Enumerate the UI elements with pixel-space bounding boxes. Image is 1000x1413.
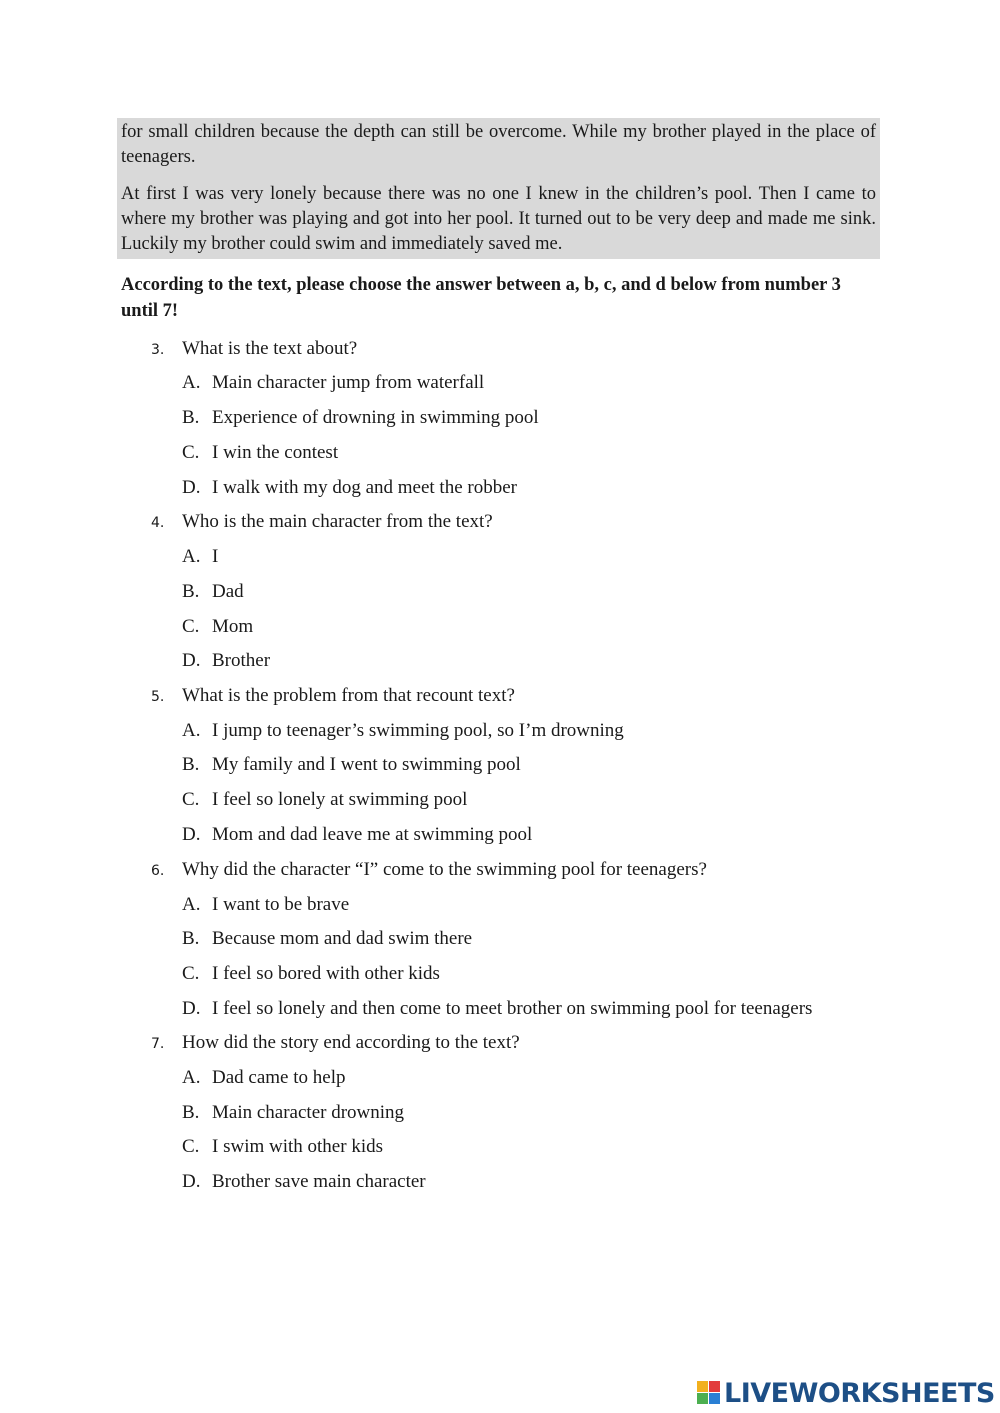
option-label: C. [182,442,200,463]
option-7b[interactable] [0,1100,1000,1130]
question-3 [0,336,1000,366]
option-text: My family and I went to swimming pool [212,754,521,775]
option-label: B. [182,407,200,428]
option-label: A. [182,720,201,741]
logo-cube-cell [709,1381,720,1392]
option-3b[interactable] [0,405,1000,435]
question-text: How did the story end according to the text? [182,1032,520,1053]
option-label: A. [182,894,201,915]
option-label: C. [182,789,200,810]
question-number: 5. [151,689,165,705]
option-text: I feel so lonely at swimming pool [212,789,468,810]
option-text: Main character jump from waterfall [212,372,485,393]
option-label: A. [182,372,201,393]
option-text: Main character drowning [212,1102,405,1123]
option-label: B. [182,754,200,775]
question-number: 6. [151,863,165,879]
option-label: A. [182,546,201,567]
option-label: C. [182,616,200,637]
option-text: I walk with my dog and meet the robber [212,477,517,498]
question-6 [0,857,1000,887]
option-7a[interactable] [0,1065,1000,1095]
option-text: Dad came to help [212,1067,346,1088]
question-number: 7. [151,1036,165,1052]
question-7 [0,1030,1000,1060]
option-text: Experience of drowning in swimming pool [212,407,539,428]
option-text: Brother save main character [212,1171,426,1192]
logo-text: LIVEWORKSHEETS [724,1377,995,1409]
option-label: D. [182,477,201,498]
option-6c[interactable] [0,961,1000,991]
reading-paragraph: for small children because the depth can still be overcome. While my brother played in the place of teenagers. [121,122,876,167]
option-label: D. [182,650,201,671]
option-text: I feel so lonely and then come to meet brother on swimming pool for teenagers [212,998,813,1019]
logo-cube-cell [697,1381,708,1392]
option-5b[interactable] [0,752,1000,782]
option-text: I [212,546,219,567]
reading-passage [117,118,880,259]
option-3a[interactable] [0,370,1000,400]
option-label: A. [182,1067,201,1088]
option-text: Mom and dad leave me at swimming pool [212,824,533,845]
option-4d[interactable] [0,648,1000,678]
option-label: C. [182,1136,200,1157]
option-label: C. [182,963,200,984]
option-text: Brother [212,650,271,671]
option-6d[interactable] [0,996,1000,1026]
reading-paragraph: At first I was very lonely because there was no one I knew in the children’s pool. Then I came to where my brother was playing and got into her pool. It turned out to be very deep and made me sink. Luckily my brother could swim and immediately saved me. [121,184,876,254]
question-text: Why did the character “I” come to the swimming pool for teenagers? [182,859,707,880]
option-label: D. [182,1171,201,1192]
option-7d[interactable] [0,1169,1000,1199]
question-text: What is the problem from that recount text? [182,685,515,706]
option-6a[interactable] [0,892,1000,922]
option-3c[interactable] [0,440,1000,470]
option-text: I swim with other kids [212,1136,383,1157]
question-number: 4. [151,515,165,531]
question-number: 3. [151,342,165,358]
option-3d[interactable] [0,475,1000,505]
option-text: Dad [212,581,244,602]
option-label: B. [182,581,200,602]
option-label: D. [182,824,201,845]
question-4 [0,509,1000,539]
question-5 [0,683,1000,713]
option-label: B. [182,1102,200,1123]
option-4c[interactable] [0,614,1000,644]
option-text: I win the contest [212,442,339,463]
option-5c[interactable] [0,787,1000,817]
option-text: Mom [212,616,254,637]
option-4a[interactable] [0,544,1000,574]
option-label: D. [182,998,201,1019]
liveworksheets-logo [697,1376,995,1410]
option-5d[interactable] [0,822,1000,852]
option-6b[interactable] [0,926,1000,956]
option-text: Because mom and dad swim there [212,928,473,949]
instruction-text: According to the text, please choose the answer between a, b, c, and d below from number 3 until 7! [121,275,841,321]
option-text: I jump to teenager’s swimming pool, so I’m drowning [212,720,624,741]
logo-cube-icon [697,1381,721,1405]
option-label: B. [182,928,200,949]
option-text: I feel so bored with other kids [212,963,440,984]
logo-cube-cell [697,1393,708,1404]
option-4b[interactable] [0,579,1000,609]
logo-cube-cell [709,1393,720,1404]
question-text: What is the text about? [182,338,358,359]
option-5a[interactable] [0,718,1000,748]
option-7c[interactable] [0,1134,1000,1164]
question-text: Who is the main character from the text? [182,511,493,532]
option-text: I want to be brave [212,894,350,915]
